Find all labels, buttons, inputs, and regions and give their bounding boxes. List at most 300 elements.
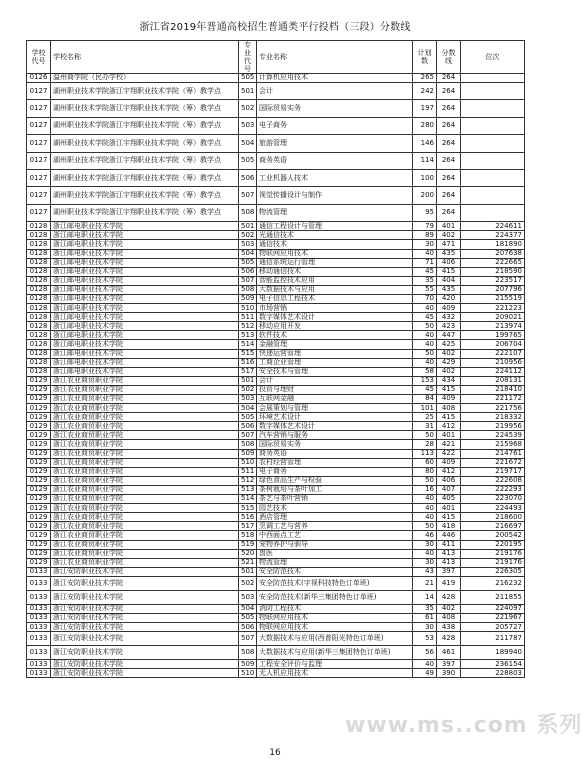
cell-major-code: 505 xyxy=(239,258,257,267)
cell-school-code: 0128 xyxy=(27,349,51,358)
cell-school-name: 浙江农业商贸职业学院 xyxy=(51,404,239,413)
cell-school-code: 0129 xyxy=(27,449,51,458)
cell-major-code: 506 xyxy=(239,422,257,431)
cell-rank: 220195 xyxy=(461,540,525,549)
cell-major-code: 521 xyxy=(239,558,257,567)
cell-plan-count: 70 xyxy=(413,294,437,303)
cell-rank xyxy=(461,187,525,204)
cell-major-name: 数字媒体艺术设计 xyxy=(257,313,413,322)
table-row xyxy=(27,440,525,449)
cell-score-line: 429 xyxy=(437,358,461,367)
table-row xyxy=(27,313,525,322)
table-row xyxy=(27,74,525,83)
cell-major-code: 502 xyxy=(239,385,257,394)
table-row xyxy=(27,240,525,249)
cell-major-name: 电子商务 xyxy=(257,117,413,134)
table-row xyxy=(27,276,525,285)
cell-major-name: 数字媒体艺术设计 xyxy=(257,422,413,431)
cell-rank: 211787 xyxy=(461,632,525,646)
cell-major-code: 508 xyxy=(239,285,257,294)
cell-major-name: 消防工程技术 xyxy=(257,604,413,613)
cell-plan-count: 53 xyxy=(413,632,437,646)
cell-major-code: 501 xyxy=(239,376,257,385)
table-row xyxy=(27,222,525,231)
cell-plan-count: 200 xyxy=(413,187,437,204)
cell-major-name: 安全防范技术(新华三集团特色订单班) xyxy=(257,590,413,604)
cell-major-name: 烹调工艺与营养 xyxy=(257,522,413,531)
cell-school-name: 浙江邮电职业技术学院 xyxy=(51,249,239,258)
cell-score-line: 406 xyxy=(437,476,461,485)
cell-school-code: 0128 xyxy=(27,249,51,258)
cell-school-code: 0127 xyxy=(27,83,51,100)
cell-major-code: 506 xyxy=(239,170,257,187)
cell-major-code: 515 xyxy=(239,504,257,513)
table-row xyxy=(27,152,525,169)
cell-plan-count: 100 xyxy=(413,170,437,187)
cell-school-name: 湖州职业技术学院浙江宇翔职业技术学院（筹）教学点 xyxy=(51,117,239,134)
cell-major-name: 物流管理 xyxy=(257,558,413,567)
cell-major-code: 505 xyxy=(239,152,257,169)
cell-school-name: 浙江邮电职业技术学院 xyxy=(51,276,239,285)
cell-plan-count: 40 xyxy=(413,340,437,349)
cell-major-name: 商务英语 xyxy=(257,449,413,458)
cell-school-name: 浙江农业商贸职业学院 xyxy=(51,449,239,458)
cell-score-line: 402 xyxy=(437,349,461,358)
cell-major-name: 金融管理 xyxy=(257,340,413,349)
cell-school-code: 0133 xyxy=(27,576,51,590)
cell-school-code: 0128 xyxy=(27,367,51,376)
cell-plan-count: 197 xyxy=(413,100,437,117)
cell-plan-count: 30 xyxy=(413,558,437,567)
cell-school-name: 浙江邮电职业技术学院 xyxy=(51,340,239,349)
cell-major-name: 大数据技术与应用 xyxy=(257,285,413,294)
cell-major-code: 504 xyxy=(239,404,257,413)
table-row xyxy=(27,467,525,476)
cell-rank: 181890 xyxy=(461,240,525,249)
cell-score-line: 413 xyxy=(437,549,461,558)
cell-major-code: 516 xyxy=(239,513,257,522)
table-row xyxy=(27,395,525,404)
cell-plan-count: 95 xyxy=(413,204,437,221)
table-row xyxy=(27,590,525,604)
cell-school-code: 0128 xyxy=(27,304,51,313)
cell-major-name: 通信系统运行管理 xyxy=(257,258,413,267)
cell-score-line: 447 xyxy=(437,331,461,340)
cell-major-code: 504 xyxy=(239,604,257,613)
cell-major-code: 509 xyxy=(239,449,257,458)
cell-rank: 222608 xyxy=(461,476,525,485)
cell-score-line: 264 xyxy=(437,187,461,204)
cell-major-name: 计算机应用技术 xyxy=(257,74,413,83)
cell-plan-count: 45 xyxy=(413,385,437,394)
cell-major-code: 510 xyxy=(239,669,257,678)
table-row xyxy=(27,549,525,558)
cell-school-code: 0127 xyxy=(27,117,51,134)
cell-school-name: 浙江农业商贸职业学院 xyxy=(51,422,239,431)
cell-school-name: 浙江安防职业技术学院 xyxy=(51,567,239,576)
cell-rank: 218600 xyxy=(461,513,525,522)
cell-school-name: 湖州职业技术学院浙江宇翔职业技术学院（筹）教学点 xyxy=(51,187,239,204)
cell-score-line: 420 xyxy=(437,294,461,303)
cell-rank: 209021 xyxy=(461,313,525,322)
cell-major-name: 通信工程设计与管理 xyxy=(257,222,413,231)
cell-plan-count: 84 xyxy=(413,395,437,404)
cell-major-name: 物联网应用技术 xyxy=(257,613,413,622)
table-row xyxy=(27,567,525,576)
cell-plan-count: 14 xyxy=(413,590,437,604)
cell-plan-count: 101 xyxy=(413,404,437,413)
table-row xyxy=(27,458,525,467)
cell-score-line: 418 xyxy=(437,522,461,531)
cell-score-line: 415 xyxy=(437,385,461,394)
table-row xyxy=(27,513,525,522)
table-row xyxy=(27,431,525,440)
cell-rank xyxy=(461,83,525,100)
cell-school-code: 0128 xyxy=(27,358,51,367)
cell-major-name: 投资与理财 xyxy=(257,385,413,394)
cell-major-code: 503 xyxy=(239,117,257,134)
cell-major-code: 508 xyxy=(239,646,257,660)
cell-plan-count: 113 xyxy=(413,449,437,458)
cell-school-name: 浙江安防职业技术学院 xyxy=(51,613,239,622)
table-row xyxy=(27,204,525,221)
table-body xyxy=(27,74,525,678)
cell-score-line: 404 xyxy=(437,276,461,285)
cell-plan-count: 50 xyxy=(413,522,437,531)
cell-school-name: 温州商学院（民办学校） xyxy=(51,74,239,83)
cell-school-code: 0133 xyxy=(27,632,51,646)
cell-plan-count: 16 xyxy=(413,485,437,494)
cell-major-name: 电子信息工程技术 xyxy=(257,294,413,303)
table-row xyxy=(27,249,525,258)
cell-major-name: 工业机器人技术 xyxy=(257,170,413,187)
cell-rank xyxy=(461,204,525,221)
cell-rank: 219176 xyxy=(461,558,525,567)
cell-major-name: 会计 xyxy=(257,83,413,100)
cell-plan-count: 31 xyxy=(413,422,437,431)
cell-score-line: 264 xyxy=(437,204,461,221)
cell-score-line: 264 xyxy=(437,135,461,152)
cell-school-code: 0129 xyxy=(27,467,51,476)
cell-major-name: 工程安全评价与监理 xyxy=(257,660,413,669)
cell-school-name: 浙江邮电职业技术学院 xyxy=(51,367,239,376)
cell-major-code: 513 xyxy=(239,485,257,494)
cell-school-name: 浙江农业商贸职业学院 xyxy=(51,467,239,476)
table-row xyxy=(27,83,525,100)
cell-school-name: 浙江邮电职业技术学院 xyxy=(51,285,239,294)
cell-score-line: 435 xyxy=(437,285,461,294)
score-table-container xyxy=(26,40,524,678)
table-row xyxy=(27,170,525,187)
cell-school-code: 0129 xyxy=(27,485,51,494)
cell-major-name: 商务英语 xyxy=(257,152,413,169)
cell-major-name: 茶树栽培与茶叶加工 xyxy=(257,485,413,494)
cell-score-line: 408 xyxy=(437,613,461,622)
cell-score-line: 434 xyxy=(437,376,461,385)
cell-plan-count: 40 xyxy=(413,495,437,504)
cell-major-code: 507 xyxy=(239,276,257,285)
cell-score-line: 425 xyxy=(437,340,461,349)
cell-plan-count: 40 xyxy=(413,358,437,367)
table-row xyxy=(27,135,525,152)
cell-school-name: 浙江邮电职业技术学院 xyxy=(51,240,239,249)
cell-school-code: 0128 xyxy=(27,258,51,267)
cell-rank: 207638 xyxy=(461,249,525,258)
cell-school-code: 0129 xyxy=(27,395,51,404)
cell-major-name: 农村经营管理 xyxy=(257,458,413,467)
cell-rank xyxy=(461,170,525,187)
cell-major-name: 通信技术 xyxy=(257,240,413,249)
cell-school-code: 0129 xyxy=(27,495,51,504)
cell-score-line: 401 xyxy=(437,431,461,440)
table-row xyxy=(27,660,525,669)
cell-school-code: 0129 xyxy=(27,540,51,549)
cell-rank: 219176 xyxy=(461,549,525,558)
cell-plan-count: 153 xyxy=(413,376,437,385)
cell-school-name: 湖州职业技术学院浙江宇翔职业技术学院（筹）教学点 xyxy=(51,83,239,100)
cell-school-name: 浙江邮电职业技术学院 xyxy=(51,222,239,231)
cell-rank: 224377 xyxy=(461,231,525,240)
cell-school-code: 0129 xyxy=(27,440,51,449)
cell-score-line: 413 xyxy=(437,558,461,567)
cell-score-line: 397 xyxy=(437,660,461,669)
cell-major-code: 517 xyxy=(239,367,257,376)
header-school-name: 学校名称 xyxy=(51,41,239,74)
table-row xyxy=(27,531,525,540)
cell-plan-count: 25 xyxy=(413,413,437,422)
cell-school-code: 0128 xyxy=(27,231,51,240)
cell-school-name: 浙江农业商贸职业学院 xyxy=(51,458,239,467)
cell-major-name: 兽医 xyxy=(257,549,413,558)
table-row xyxy=(27,495,525,504)
cell-school-name: 浙江邮电职业技术学院 xyxy=(51,231,239,240)
cell-major-code: 513 xyxy=(239,331,257,340)
cell-score-line: 406 xyxy=(437,258,461,267)
table-row xyxy=(27,367,525,376)
table-row xyxy=(27,100,525,117)
table-row xyxy=(27,331,525,340)
cell-school-name: 浙江邮电职业技术学院 xyxy=(51,267,239,276)
cell-score-line: 421 xyxy=(437,440,461,449)
cell-plan-count: 71 xyxy=(413,258,437,267)
cell-school-name: 浙江农业商贸职业学院 xyxy=(51,395,239,404)
table-row xyxy=(27,117,525,134)
table-row xyxy=(27,613,525,622)
cell-school-name: 浙江邮电职业技术学院 xyxy=(51,322,239,331)
cell-major-code: 506 xyxy=(239,267,257,276)
cell-school-name: 浙江农业商贸职业学院 xyxy=(51,431,239,440)
cell-major-name: 绿色食品生产与检验 xyxy=(257,476,413,485)
cell-rank: 213974 xyxy=(461,322,525,331)
cell-school-code: 0133 xyxy=(27,660,51,669)
cell-score-line: 438 xyxy=(437,623,461,632)
header-major-name: 专业名称 xyxy=(257,41,413,74)
cell-major-name: 旅游管理 xyxy=(257,135,413,152)
cell-major-name: 宠物养护与驯导 xyxy=(257,540,413,549)
cell-rank: 221672 xyxy=(461,458,525,467)
cell-school-code: 0129 xyxy=(27,549,51,558)
cell-plan-count: 46 xyxy=(413,531,437,540)
cell-score-line: 264 xyxy=(437,74,461,83)
cell-school-code: 0126 xyxy=(27,74,51,83)
cell-plan-count: 40 xyxy=(413,504,437,513)
header-rank: 位次 xyxy=(461,41,525,74)
header-major-code: 专业代号 xyxy=(239,41,257,74)
cell-plan-count: 55 xyxy=(413,285,437,294)
cell-major-code: 511 xyxy=(239,313,257,322)
cell-score-line: 412 xyxy=(437,467,461,476)
cell-school-code: 0129 xyxy=(27,385,51,394)
cell-major-name: 茶艺与茶叶营销 xyxy=(257,495,413,504)
cell-school-code: 0128 xyxy=(27,340,51,349)
table-row xyxy=(27,404,525,413)
cell-score-line: 428 xyxy=(437,590,461,604)
cell-school-code: 0128 xyxy=(27,285,51,294)
score-table xyxy=(26,40,525,678)
cell-rank: 221172 xyxy=(461,395,525,404)
cell-school-code: 0129 xyxy=(27,458,51,467)
cell-major-code: 504 xyxy=(239,135,257,152)
cell-major-code: 512 xyxy=(239,476,257,485)
table-row xyxy=(27,422,525,431)
cell-major-name: 市场营销 xyxy=(257,304,413,313)
cell-rank: 236154 xyxy=(461,660,525,669)
cell-score-line: 390 xyxy=(437,669,461,678)
cell-school-name: 浙江农业商贸职业学院 xyxy=(51,558,239,567)
cell-score-line: 446 xyxy=(437,531,461,540)
table-row xyxy=(27,504,525,513)
cell-major-name: 无人机应用技术 xyxy=(257,669,413,678)
cell-plan-count: 58 xyxy=(413,367,437,376)
cell-plan-count: 49 xyxy=(413,669,437,678)
cell-rank xyxy=(461,117,525,134)
cell-school-code: 0127 xyxy=(27,135,51,152)
cell-rank: 205727 xyxy=(461,623,525,632)
cell-plan-count: 79 xyxy=(413,222,437,231)
cell-school-name: 浙江农业商贸职业学院 xyxy=(51,522,239,531)
table-row xyxy=(27,669,525,678)
cell-school-code: 0129 xyxy=(27,513,51,522)
cell-school-name: 湖州职业技术学院浙江宇翔职业技术学院（筹）教学点 xyxy=(51,152,239,169)
cell-rank: 189940 xyxy=(461,646,525,660)
cell-score-line: 402 xyxy=(437,367,461,376)
cell-rank: 224611 xyxy=(461,222,525,231)
cell-plan-count: 61 xyxy=(413,613,437,622)
cell-school-code: 0133 xyxy=(27,613,51,622)
cell-major-name: 电子商务 xyxy=(257,467,413,476)
cell-major-name: 安全防范技术(宇视科技特色订单班) xyxy=(257,576,413,590)
cell-plan-count: 114 xyxy=(413,152,437,169)
table-row xyxy=(27,522,525,531)
cell-plan-count: 40 xyxy=(413,304,437,313)
cell-school-name: 浙江邮电职业技术学院 xyxy=(51,349,239,358)
table-row xyxy=(27,231,525,240)
cell-major-code: 501 xyxy=(239,83,257,100)
cell-plan-count: 45 xyxy=(413,267,437,276)
cell-plan-count: 21 xyxy=(413,576,437,590)
table-row xyxy=(27,304,525,313)
cell-school-code: 0127 xyxy=(27,170,51,187)
cell-major-code: 508 xyxy=(239,440,257,449)
cell-major-code: 502 xyxy=(239,100,257,117)
cell-school-code: 0129 xyxy=(27,376,51,385)
cell-rank: 208131 xyxy=(461,376,525,385)
cell-major-name: 国际贸易实务 xyxy=(257,440,413,449)
cell-score-line: 407 xyxy=(437,485,461,494)
cell-rank: 222107 xyxy=(461,349,525,358)
cell-school-code: 0128 xyxy=(27,313,51,322)
cell-rank: 218590 xyxy=(461,267,525,276)
cell-school-code: 0127 xyxy=(27,204,51,221)
cell-school-name: 浙江安防职业技术学院 xyxy=(51,632,239,646)
cell-plan-count: 35 xyxy=(413,276,437,285)
table-row xyxy=(27,576,525,590)
cell-major-code: 508 xyxy=(239,204,257,221)
cell-rank: 224493 xyxy=(461,504,525,513)
cell-rank: 216697 xyxy=(461,522,525,531)
cell-school-name: 浙江邮电职业技术学院 xyxy=(51,304,239,313)
cell-major-code: 514 xyxy=(239,340,257,349)
cell-major-name: 光通信技术 xyxy=(257,231,413,240)
cell-school-code: 0128 xyxy=(27,294,51,303)
cell-school-code: 0129 xyxy=(27,504,51,513)
cell-major-code: 516 xyxy=(239,358,257,367)
table-row xyxy=(27,540,525,549)
cell-major-name: 智能监控技术应用 xyxy=(257,276,413,285)
cell-rank: 219717 xyxy=(461,467,525,476)
cell-school-code: 0128 xyxy=(27,331,51,340)
table-row xyxy=(27,558,525,567)
cell-major-name: 汽车营销与服务 xyxy=(257,431,413,440)
cell-school-name: 浙江农业商贸职业学院 xyxy=(51,376,239,385)
cell-school-code: 0129 xyxy=(27,476,51,485)
cell-school-code: 0128 xyxy=(27,222,51,231)
cell-rank xyxy=(461,135,525,152)
cell-plan-count: 50 xyxy=(413,349,437,358)
cell-rank: 207796 xyxy=(461,285,525,294)
cell-major-name: 安全防范技术 xyxy=(257,567,413,576)
cell-plan-count: 30 xyxy=(413,240,437,249)
cell-major-code: 517 xyxy=(239,522,257,531)
cell-score-line: 415 xyxy=(437,267,461,276)
cell-plan-count: 30 xyxy=(413,623,437,632)
cell-major-code: 514 xyxy=(239,495,257,504)
cell-school-code: 0129 xyxy=(27,558,51,567)
cell-plan-count: 80 xyxy=(413,467,437,476)
cell-rank: 222665 xyxy=(461,258,525,267)
cell-school-name: 浙江邮电职业技术学院 xyxy=(51,258,239,267)
cell-major-code: 503 xyxy=(239,240,257,249)
cell-plan-count: 40 xyxy=(413,331,437,340)
cell-major-code: 505 xyxy=(239,74,257,83)
cell-score-line: 435 xyxy=(437,249,461,258)
cell-major-code: 519 xyxy=(239,540,257,549)
cell-major-name: 会计 xyxy=(257,376,413,385)
cell-school-name: 浙江安防职业技术学院 xyxy=(51,646,239,660)
cell-rank xyxy=(461,100,525,117)
cell-school-code: 0128 xyxy=(27,322,51,331)
cell-school-name: 湖州职业技术学院浙江宇翔职业技术学院（筹）教学点 xyxy=(51,135,239,152)
cell-plan-count: 40 xyxy=(413,249,437,258)
cell-rank: 223517 xyxy=(461,276,525,285)
cell-major-name: 环境艺术设计 xyxy=(257,413,413,422)
cell-major-name: 移动应用开发 xyxy=(257,322,413,331)
cell-major-name: 园艺技术 xyxy=(257,504,413,513)
cell-score-line: 409 xyxy=(437,304,461,313)
cell-rank: 221967 xyxy=(461,613,525,622)
cell-school-code: 0127 xyxy=(27,187,51,204)
cell-score-line: 264 xyxy=(437,117,461,134)
